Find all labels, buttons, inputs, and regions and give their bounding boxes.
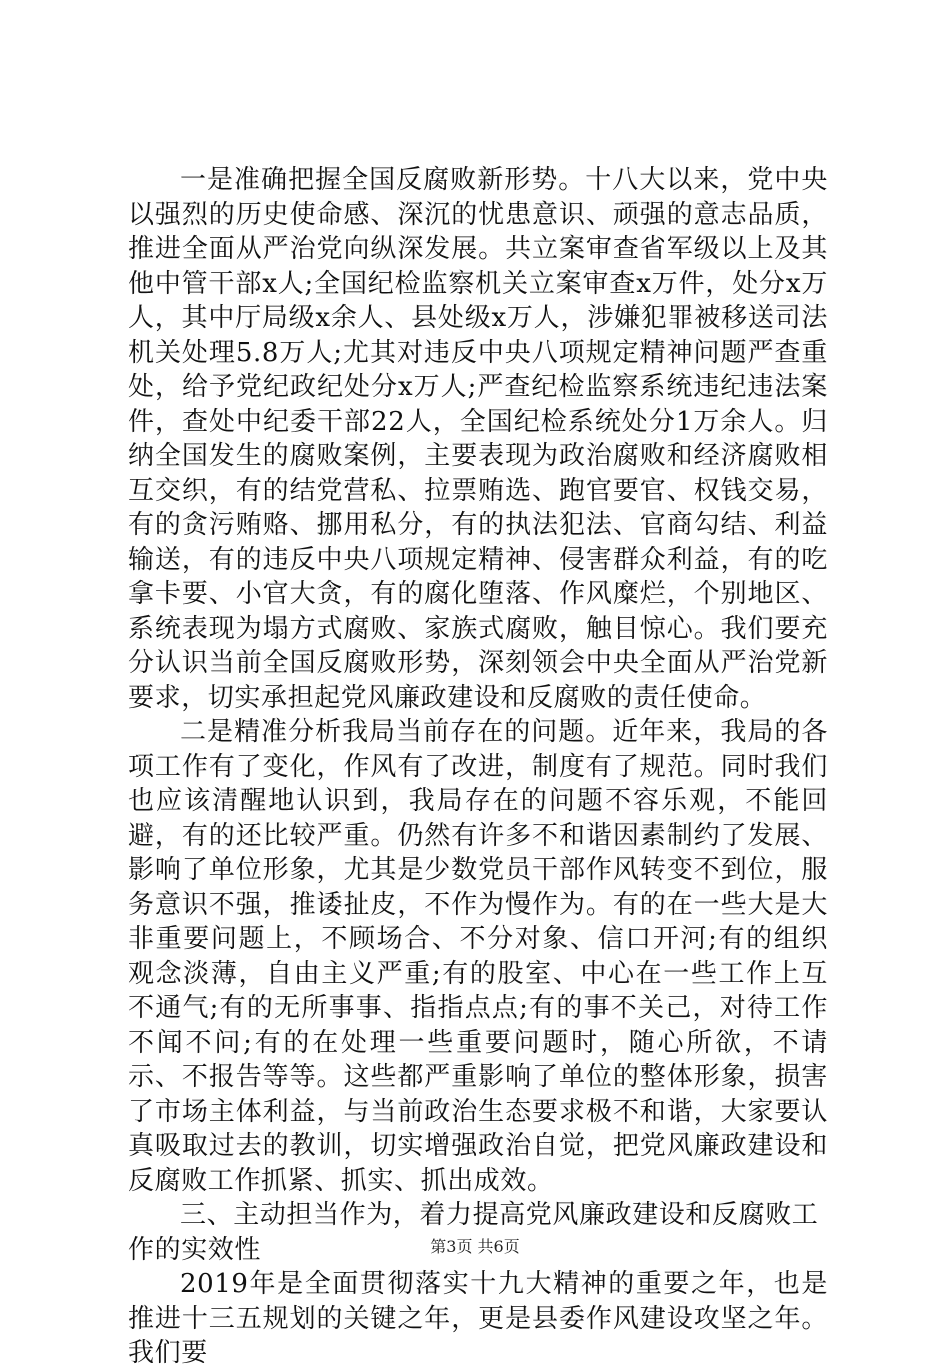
page-number-footer: 第3页 共6页 xyxy=(430,1237,520,1256)
paragraph-national-anticorruption-situation: 一是准确把握全国反腐败新形势。十八大以来，党中央以强烈的历史使命感、深沉的忧患意识、顽强的意志品质，推进全面从严治党向纵深发展。共立案审查省军级以上及其他中管干部x人;全国纪检监察机关立案审查x万件，处分x万人，其中厅局级x余人、县处级x万人，涉嫌犯罪被移送司法机关处理5.8万人;尤其对违反中央八项规定精神问题严查重处，给予党纪政纪处分x万人;严查纪检监察系统违纪违法案件，查处中纪委干部22人，全国纪检系统处分1万余人。归纳全国发生的腐败案例，主要表现为政治腐败和经济腐败相互交织，有的结党营私、拉票贿选、跑官要官、权钱交易，有的贪污贿赂、挪用私分，有的执法犯法、官商勾结、利益输送，有的违反中央八项规定精神、侵害群众利益，有的吃拿卡要、小官大贪，有的腐化堕落、作风糜烂，个别地区、系统表现为塌方式腐败、家族式腐败，触目惊心。我们要充分认识当前全国反腐败形势，深刻领会中央全面从严治党新要求，切实承担起党风廉政建设和反腐败的责任使命。 xyxy=(128,165,828,713)
document-body xyxy=(128,163,828,1371)
paragraph-2019-outlook: 2019年是全面贯彻落实十九大精神的重要之年，也是推进十三五规划的关键之年，更是县委作风建设攻坚之年。我们要 xyxy=(128,1269,828,1368)
paragraph-bureau-problems: 二是精准分析我局当前存在的问题。近年来，我局的各项工作有了变化，作风有了改进，制度有了规范。同时我们也应该清醒地认识到，我局存在的问题不容乐观，不能回避，有的还比较严重。仍然有许多不和谐因素制约了发展、影响了单位形象，尤其是少数党员干部作风转变不到位，服务意识不强，推诿扯皮，不作为慢作为。有的在一些大是大非重要问题上，不顾场合、不分对象、信口开河;有的组织观念淡薄，自由主义严重;有的股室、中心在一些工作上互不通气;有的无所事事、指指点点;有的事不关己，对待工作不闻不问;有的在处理一些重要问题时，随心所欲，不请示、不报告等等。这些都严重影响了单位的整体形象，损害了市场主体利益，与当前政治生态要求极不和谐，大家要认真吸取过去的教训，切实增强政治自觉，把党风廉政建设和反腐败工作抓紧、抓实、抓出成效。 xyxy=(128,717,828,1196)
section-heading-three: 三、主动担当作为，着力提高党风廉政建设和反腐败工作的实效性 xyxy=(128,1200,819,1265)
